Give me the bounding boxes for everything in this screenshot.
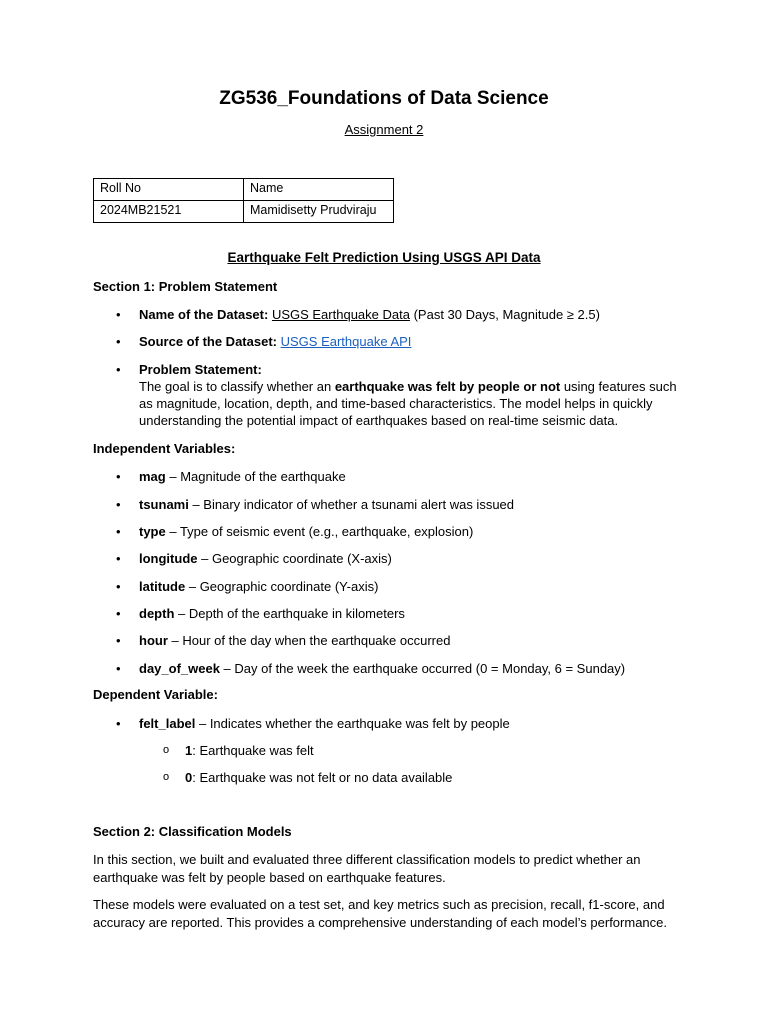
- bullet-icon: •: [116, 497, 121, 512]
- paragraph-line: accuracy are reported. This provides a comprehensive understanding of each model’s performance.: [93, 914, 667, 930]
- variable-name: tsunami: [139, 497, 189, 512]
- variable-desc: – Binary indicator of whether a tsunami alert was issued: [188, 497, 515, 512]
- usgs-api-link[interactable]: USGS Earthquake API: [280, 334, 412, 349]
- variable-name: mag: [139, 469, 166, 484]
- variable-name: latitude: [139, 579, 186, 594]
- variable-desc: – Geographic coordinate (Y-axis): [185, 579, 379, 594]
- variable-desc: – Geographic coordinate (X-axis): [197, 551, 392, 566]
- table-header-cell: Roll No: [94, 179, 244, 201]
- dataset-name: USGS Earthquake Data: [271, 307, 410, 322]
- dataset-label: Name of the Dataset:: [139, 307, 269, 322]
- bullet-icon: •: [116, 606, 121, 621]
- roll-no-cell: 2024MB21521: [94, 201, 244, 223]
- independent-variables-heading: Independent Variables:: [93, 441, 236, 456]
- label-value: 0: [185, 770, 193, 785]
- section2-paragraph-1: [93, 851, 673, 886]
- variable-name: depth: [139, 606, 175, 621]
- paragraph-line: These models were evaluated on a test set, and key metrics such as precision, recall, f1-score, and: [93, 897, 665, 912]
- report-title: Earthquake Felt Prediction Using USGS API Data: [227, 250, 541, 265]
- name-cell: Mamidisetty Prudviraju: [244, 201, 394, 223]
- bullet-icon: •: [116, 469, 121, 484]
- problem-text-line: The goal is to classify whether an: [139, 379, 335, 394]
- table-row: [94, 201, 394, 223]
- dependent-variable-heading: Dependent Variable:: [93, 687, 218, 702]
- label-value: 1: [185, 743, 193, 758]
- bullet-icon: •: [116, 579, 121, 594]
- dataset-note: (Past 30 Days, Magnitude ≥ 2.5): [413, 307, 600, 322]
- variable-name: felt_label: [139, 716, 196, 731]
- problem-text-line: as magnitude, location, depth, and time-based characteristics. The model helps in quickly: [139, 396, 653, 411]
- table-header-row: [94, 179, 394, 201]
- bullet-icon: •: [116, 307, 121, 322]
- section1-heading: Section 1: Problem Statement: [93, 279, 278, 294]
- circle-bullet-icon: o: [163, 771, 170, 783]
- document-title: ZG536_Foundations of Data Science: [219, 88, 549, 109]
- problem-text-line: understanding the potential impact of earthquakes based on real-time seismic data.: [139, 413, 619, 428]
- student-info-table: [93, 178, 394, 223]
- variable-desc: – Hour of the day when the earthquake occurred: [167, 633, 451, 648]
- problem-label: Problem Statement:: [139, 362, 262, 377]
- label-desc: : Earthquake was not felt or no data available: [192, 770, 453, 785]
- variable-name: hour: [139, 633, 168, 648]
- paragraph-line: earthquake was felt by people based on earthquake features.: [93, 869, 446, 885]
- source-label: Source of the Dataset:: [139, 334, 277, 349]
- variable-name: day_of_week: [139, 661, 220, 676]
- section2-heading: Section 2: Classification Models: [93, 824, 292, 839]
- paragraph-line: In this section, we built and evaluated three different classification models to predict whether an: [93, 852, 641, 867]
- variable-desc: – Indicates whether the earthquake was felt by people: [195, 716, 510, 731]
- variable-desc: – Day of the week the earthquake occurred (0 = Monday, 6 = Sunday): [219, 661, 626, 676]
- variable-name: type: [139, 524, 166, 539]
- variable-desc: – Type of seismic event (e.g., earthquake, explosion): [165, 524, 474, 539]
- label-desc: : Earthquake was felt: [192, 743, 314, 758]
- bullet-icon: •: [116, 633, 121, 648]
- bullet-icon: •: [116, 524, 121, 539]
- bullet-icon: •: [116, 716, 121, 731]
- problem-text-bold: earthquake was felt by people or not: [334, 379, 561, 394]
- section2-paragraph-2: [93, 896, 673, 931]
- problem-text-line: using features such: [560, 379, 677, 394]
- bullet-icon: •: [116, 661, 121, 676]
- variable-desc: – Magnitude of the earthquake: [165, 469, 346, 484]
- bullet-icon: •: [116, 362, 121, 377]
- table-header-cell: Name: [244, 179, 394, 201]
- bullet-icon: •: [116, 551, 121, 566]
- variable-desc: – Depth of the earthquake in kilometers: [174, 606, 405, 621]
- variable-name: longitude: [139, 551, 198, 566]
- document-subtitle: Assignment 2: [344, 122, 424, 137]
- circle-bullet-icon: o: [163, 744, 170, 756]
- bullet-icon: •: [116, 334, 121, 349]
